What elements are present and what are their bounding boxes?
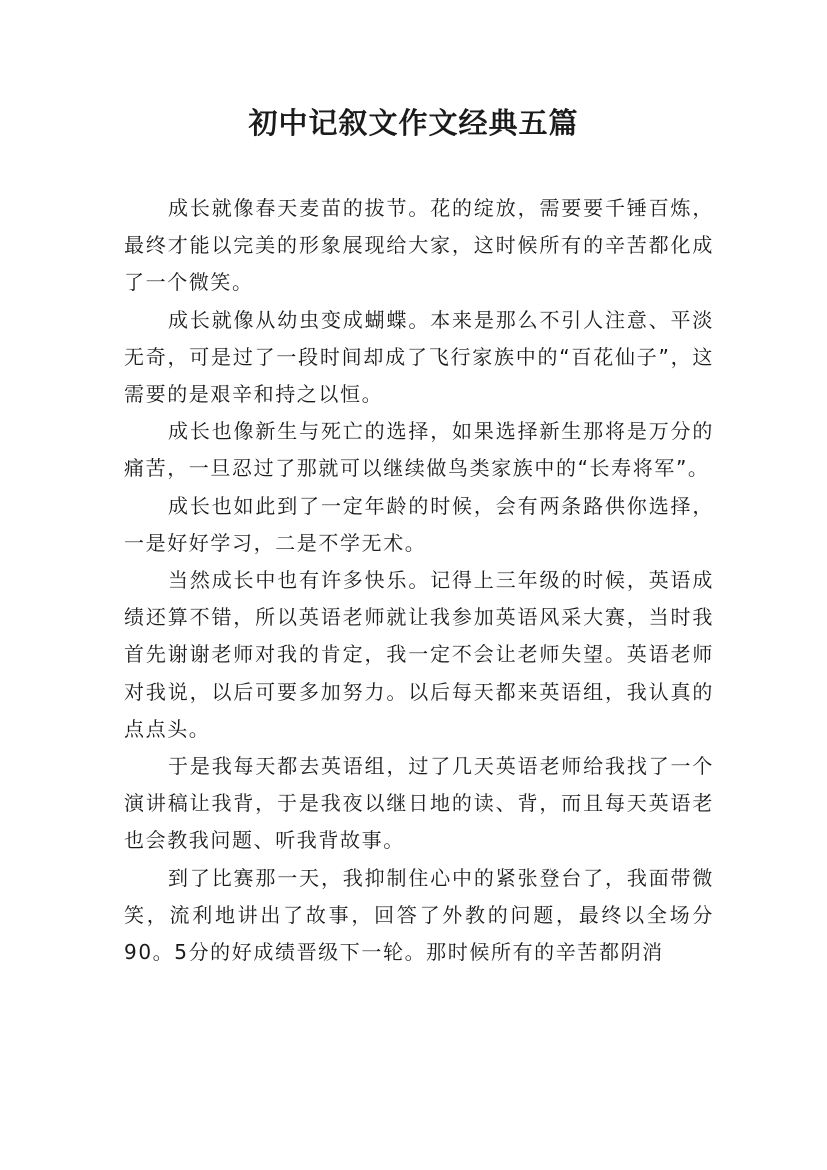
paragraph-3: 成长也像新生与死亡的选择，如果选择新生那将是万分的痛苦，一旦忍过了那就可以继续做鸟类家族中的“长寿将军”。	[124, 419, 714, 481]
document-title: 初中记叙文作文经典五篇	[248, 106, 579, 140]
paragraph-4: 成长也如此到了一定年龄的时候，会有两条路供你选择，一是好好学习，二是不学无术。	[124, 493, 714, 555]
document-body	[124, 190, 714, 971]
paragraph-5: 当然成长中也有许多快乐。记得上三年级的时候，英语成绩还算不错，所以英语老师就让我参加英语风采大赛，当时我首先谢谢老师对我的肯定，我一定不会让老师失望。英语老师对我说，以后可要多加努力。以后每天都来英语组，我认真的点点头。	[124, 568, 714, 741]
paragraph-1: 成长就像春天麦苗的拔节。花的绽放，需要要千锤百炼，最终才能以完美的形象展现给大家，这时候所有的辛苦都化成了一个微笑。	[124, 196, 714, 295]
paragraph-7: 到了比赛那一天，我抑制住心中的紧张登台了，我面带微笑，流利地讲出了故事，回答了外教的问题，最终以全场分90。5分的好成绩晋级下一轮。那时候所有的辛苦都阴消	[124, 865, 714, 965]
paragraph-2: 成长就像从幼虫变成蝴蝶。本来是那么不引人注意、平淡无奇，可是过了一段时间却成了飞行家族中的“百花仙子”，这需要的是艰辛和持之以恒。	[124, 307, 714, 407]
paragraph-6: 于是我每天都去英语组，过了几天英语老师给我找了一个演讲稿让我背，于是我夜以继日地的读、背，而且每天英语老也会教我问题、听我背故事。	[124, 754, 714, 853]
